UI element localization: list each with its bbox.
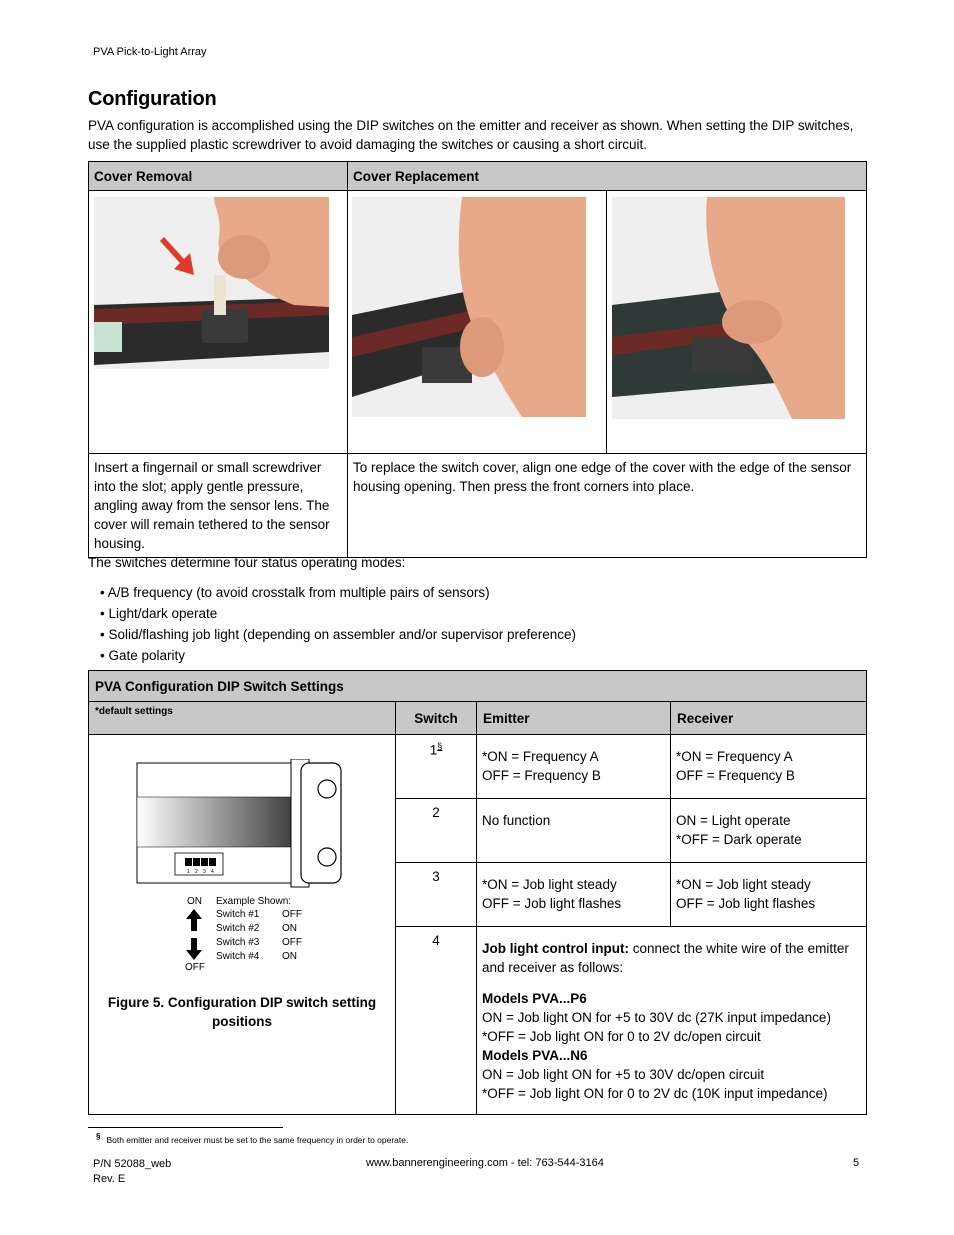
- dip-number: 3: [203, 869, 206, 875]
- model-p6-title: Models PVA...P6: [482, 991, 587, 1006]
- cover-removal-photo: [94, 197, 329, 369]
- emitter-setting: *ON = Job light steady OFF = Job light flashes: [477, 863, 671, 927]
- example-switch: Switch #2: [216, 923, 260, 934]
- figure-caption: Figure 5. Configuration DIP switch setting positions: [107, 995, 377, 1029]
- dip-number: 1: [187, 869, 190, 875]
- modes-list: [100, 582, 576, 666]
- on-label: ON: [187, 896, 202, 907]
- model-n6-title: Models PVA...N6: [482, 1048, 588, 1063]
- switch-number: 2: [396, 799, 477, 863]
- arrow-down-icon: [186, 938, 202, 960]
- example-title: Example Shown:: [216, 896, 292, 907]
- footer-part-number: P/N 52088_web Rev. E: [93, 1158, 172, 1185]
- dip-table-title: PVA Configuration DIP Switch Settings: [89, 671, 867, 702]
- emitter-setting: *ON = Frequency A OFF = Frequency B: [477, 735, 671, 799]
- switch-number: 3: [396, 863, 477, 927]
- cover-replacement-photo-1: [352, 197, 586, 417]
- example-state: ON: [282, 951, 297, 962]
- replacement-photo-cell-1: [348, 191, 607, 454]
- replacement-photo-cell-2: [607, 191, 867, 454]
- footnote-divider: [88, 1127, 283, 1128]
- cover-replacement-illustration-1: [352, 197, 586, 417]
- cover-replacement-text: To replace the switch cover, align one edge of the cover with the edge of the sensor housing opening. Then press the front corners into place.: [348, 454, 867, 558]
- list-item: • A/B frequency (to avoid crosstalk from multiple pairs of sensors): [100, 582, 576, 603]
- table-row: [89, 735, 867, 799]
- cover-removal-illustration: [94, 197, 329, 369]
- switch-column-header: Switch: [396, 702, 477, 735]
- example-switch: Switch #1: [216, 909, 260, 920]
- dip-switch-table: [88, 670, 867, 1115]
- cover-table: [88, 161, 867, 558]
- intro-paragraph: PVA configuration is accomplished using the DIP switches on the emitter and receiver as shown. When setting the DIP switches, use the supplied plastic screwdriver to avoid damaging the switches or causing a short circuit.: [88, 118, 854, 152]
- cover-replacement-illustration-2: [612, 197, 845, 419]
- switch-number: 4: [396, 927, 477, 1115]
- switch-number: 1§: [396, 735, 477, 799]
- sensor-dip-switch-diagram: [135, 759, 345, 889]
- receiver-column-header: Receiver: [671, 702, 867, 735]
- receiver-setting: *ON = Job light steady OFF = Job light flashes: [671, 863, 867, 927]
- example-state: OFF: [282, 937, 302, 948]
- dip-number: 2: [195, 869, 198, 875]
- section-title: Configuration: [88, 88, 217, 110]
- list-item: • Light/dark operate: [100, 603, 576, 624]
- cover-removal-text: Insert a fingernail or small screwdriver into the slot; apply gentle pressure, angling away from the sensor lens. The cover will remain tethered to the sensor housing.: [89, 454, 348, 558]
- example-switch: Switch #4: [216, 951, 260, 962]
- list-item: • Gate polarity: [100, 645, 576, 666]
- job-light-control-setting: Job light control input: connect the white wire of the emitter and receiver as follows: Models PVA...P6 ON = Job light ON for +5 to 30V dc (27K input impedance) *OFF = Job light ON for 0 to 2V dc/open circuit Models PVA...N6 ON = Job light ON for +5 to 30V dc/open circuit *OFF = Job light ON for 0 to 2V dc (10K input impedance): [477, 927, 867, 1115]
- cover-removal-header: Cover Removal: [89, 162, 348, 191]
- cover-replacement-photo-2: [612, 197, 845, 419]
- default-settings-note: *default settings: [89, 702, 396, 735]
- receiver-setting: *ON = Frequency A OFF = Frequency B: [671, 735, 867, 799]
- off-label: OFF: [185, 962, 205, 973]
- example-state: ON: [282, 923, 297, 934]
- example-state: OFF: [282, 909, 302, 920]
- running-header: PVA Pick-to-Light Array: [93, 46, 207, 58]
- dip-number: 4: [211, 869, 214, 875]
- list-item: • Solid/flashing job light (depending on assembler and/or supervisor preference): [100, 624, 576, 645]
- modes-intro: The switches determine four status operating modes:: [88, 555, 406, 570]
- footer-contact: www.bannerengineering.com - tel: 763-544-3164: [366, 1157, 604, 1169]
- arrow-up-icon: [186, 909, 202, 931]
- footnote: § Both emitter and receiver must be set to the same frequency in order to operate.: [96, 1132, 409, 1145]
- page-number: 5: [853, 1157, 860, 1169]
- footnote-mark: §: [437, 741, 443, 751]
- removal-photo-cell: [89, 191, 348, 454]
- cover-replacement-header: Cover Replacement: [348, 162, 867, 191]
- receiver-setting: ON = Light operate *OFF = Dark operate: [671, 799, 867, 863]
- emitter-setting: No function: [477, 799, 671, 863]
- example-switch: Switch #3: [216, 937, 260, 948]
- emitter-column-header: Emitter: [477, 702, 671, 735]
- dip-figure-cell: [89, 735, 396, 1115]
